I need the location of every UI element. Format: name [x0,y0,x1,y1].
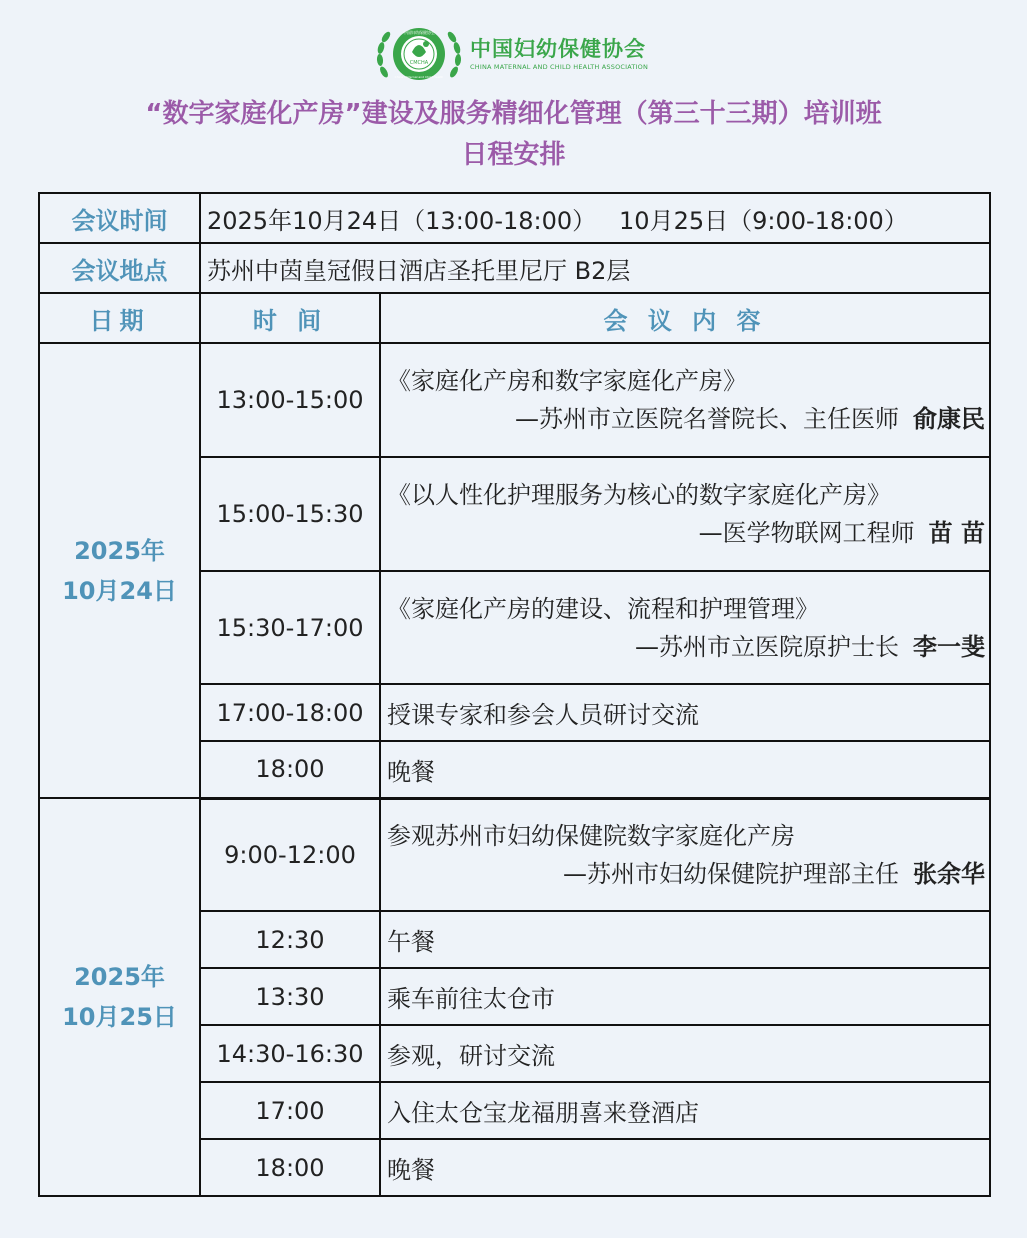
session-content: 入住太仓宝龙福朋喜来登酒店 [380,1082,990,1139]
session-time: 13:00-15:00 [200,343,380,457]
speaker-name: 张余华 [913,859,986,888]
session-time: 14:30-16:30 [200,1025,380,1082]
header-time: 时 间 [200,293,380,343]
speaker-role: —苏州市立医院名誉院长、主任医师 [515,405,900,433]
session-time: 18:00 [200,1139,380,1196]
day1-date [39,343,200,798]
session-time: 13:30 [200,968,380,1025]
session-content: 晚餐 [380,741,990,798]
cmcha-emblem-icon [374,22,464,86]
session-time: 17:00-18:00 [200,684,380,741]
page-title: “数字家庭化产房”建设及服务精细化管理（第三十三期）培训班 [145,99,882,129]
day1-date-day: 10月24日 [62,576,177,605]
day2-date-day: 10月25日 [62,1003,177,1031]
session-content [380,343,990,457]
meeting-time-value: 2025年10月24日（13:00-18:00） 10月25日（9:00-18:00） [200,193,990,243]
speaker-name: 俞康民 [913,405,986,433]
table-row [39,798,990,911]
org-name-cn: 中国妇幼保健协会 [470,37,646,61]
session-time: 9:00-12:00 [200,798,380,911]
talk-speaker [387,400,985,438]
meeting-place-value: 苏州中茵皇冠假日酒店圣托里尼厅 B2层 [200,243,990,293]
meeting-place-label: 会议地点 [39,243,200,293]
org-name-en: CHINA MATERNAL AND CHILD HEALTH ASSOCIATION [470,63,649,71]
session-time: 12:30 [200,911,380,968]
emblem-ring-text: 中国妇幼保健协会 [403,30,435,35]
header-content: 会 议 内 容 [380,293,990,343]
speaker-role: —医学物联网工程师 [698,519,915,547]
session-time: 15:30-17:00 [200,571,380,684]
session-content: 午餐 [380,911,990,968]
speaker-name: 苗 苗 [928,519,986,547]
session-time: 17:00 [200,1082,380,1139]
session-content: 授课专家和参会人员研讨交流 [380,684,990,741]
table-row [39,343,990,457]
session-content [380,571,990,684]
speaker-role: —苏州市妇幼保健院护理部主任 [563,859,900,888]
header-date: 日期 [39,293,200,343]
session-content: 晚餐 [380,1139,990,1196]
session-content: 乘车前往太仓市 [380,968,990,1025]
page-subtitle: 日程安排 [461,140,566,170]
session-content: 参观，研讨交流 [380,1025,990,1082]
talk-speaker [387,855,985,893]
talk-title: 《家庭化产房的建设、流程和护理管理》 [387,594,819,623]
day2-date-year: 2025年 [74,963,165,991]
day1-date-year: 2025年 [74,536,165,565]
meeting-time-label: 会议时间 [39,193,200,243]
talk-title: 参观苏州市妇幼保健院数字家庭化产房 [387,821,795,850]
speaker-name: 李一斐 [913,632,986,661]
meeting-place-row [39,243,990,293]
session-time: 18:00 [200,741,380,798]
emblem-abbr: CMCHA [409,60,429,66]
talk-speaker [387,628,985,666]
talk-title: 《以人性化护理服务为核心的数字家庭化产房》 [387,481,891,509]
day2-date [39,798,200,1196]
schedule-table [38,192,991,1197]
talk-title: 《家庭化产房和数字家庭化产房》 [387,367,747,395]
session-content [380,798,990,911]
emblem-sub-text: China Maternal and Child Health [394,75,444,79]
talk-speaker [387,514,985,552]
header-row [39,293,990,343]
session-content [380,457,990,571]
session-time: 15:00-15:30 [200,457,380,571]
org-logo [374,22,648,86]
speaker-role: —苏州市立医院原护士长 [635,632,900,661]
meeting-time-row [39,193,990,243]
